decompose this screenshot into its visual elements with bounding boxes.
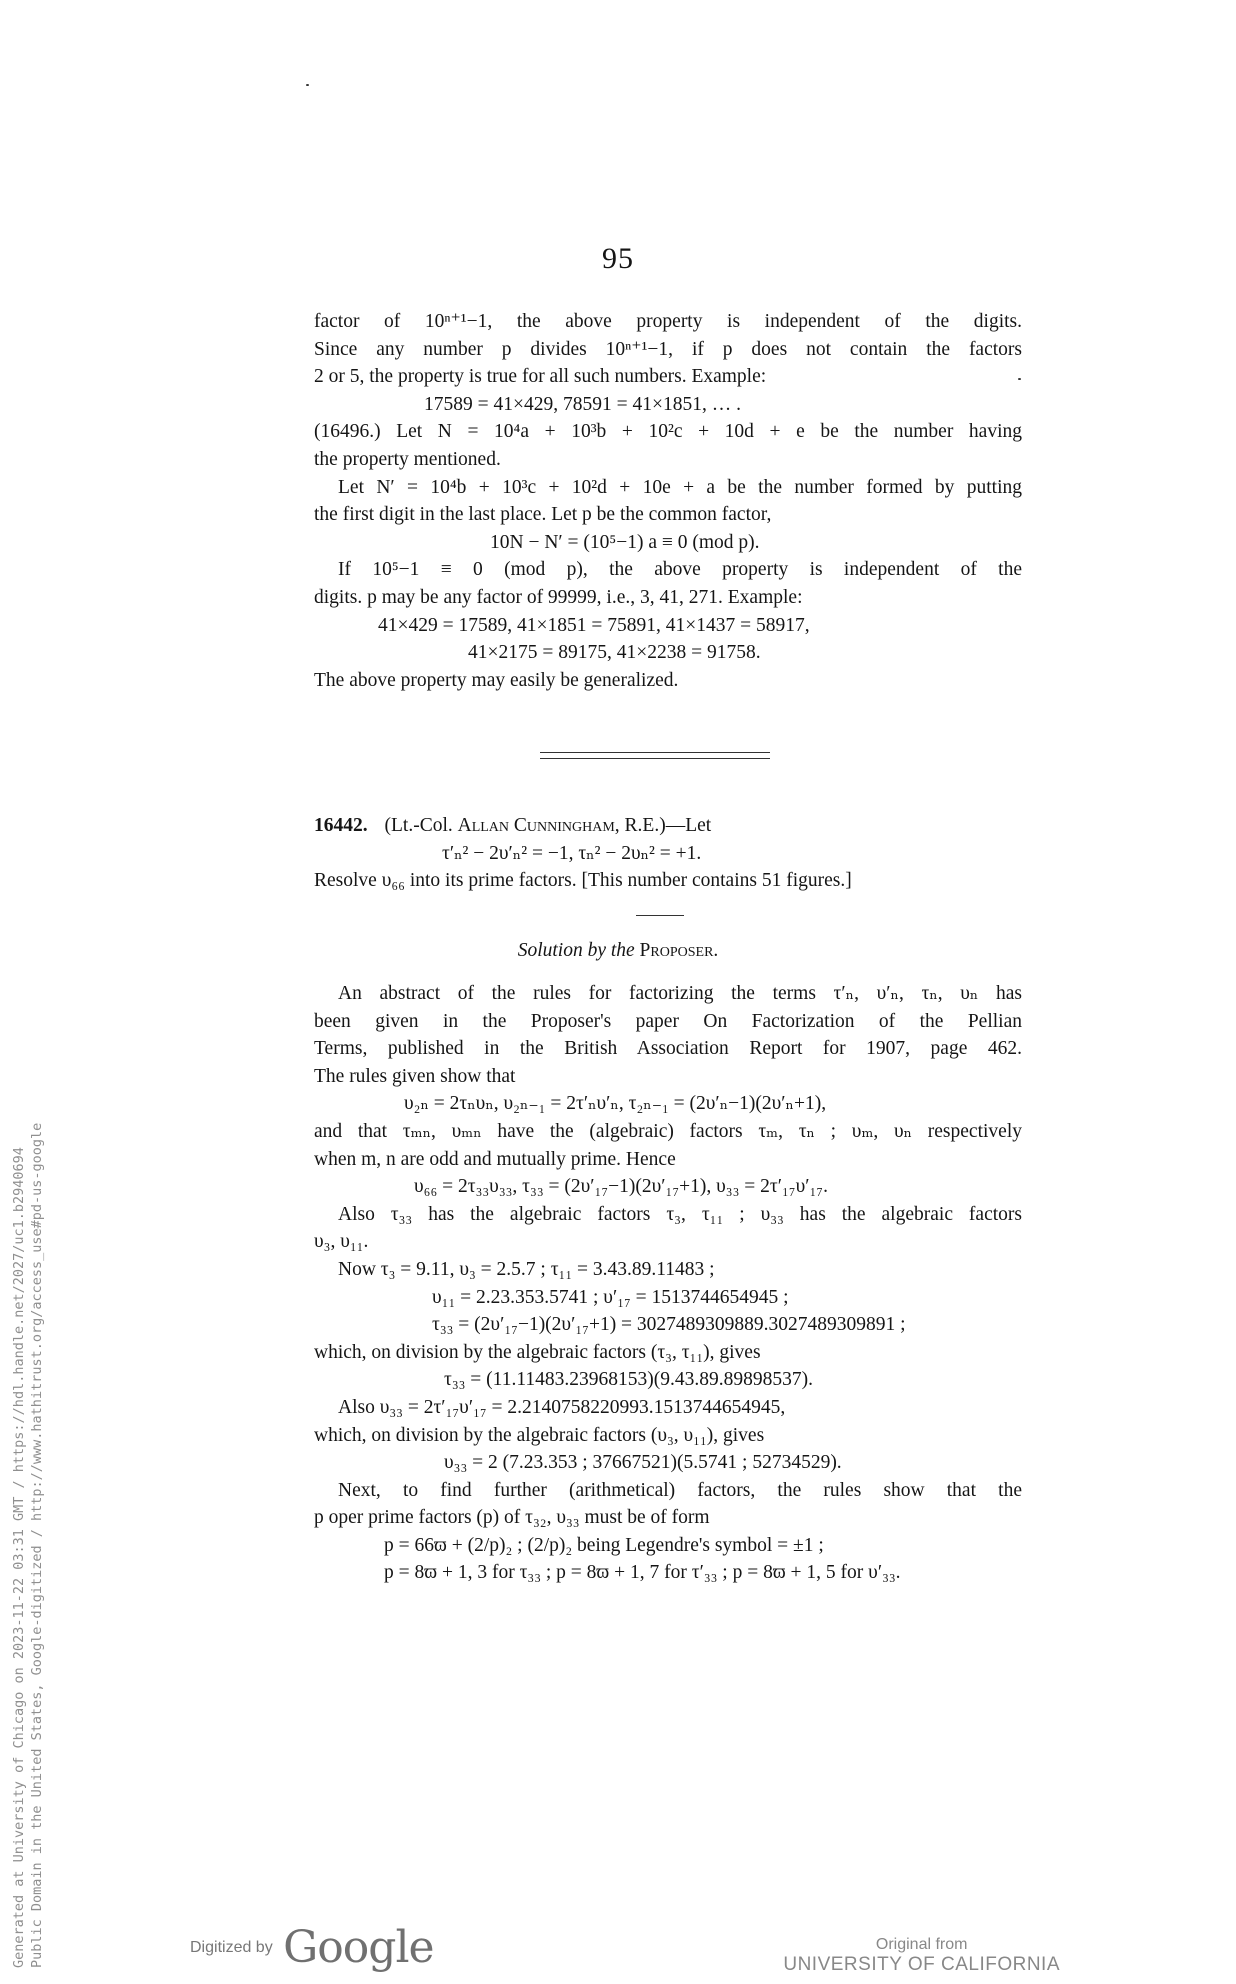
author-prefix: (Lt.-Col. [384,815,453,836]
equation-line: 41×429 = 17589, 41×1851 = 75891, 41×1437 = 58917, [378,614,810,636]
equation-line: p = 8ϖ + 1, 3 for τ₃₃ ; p = 8ϖ + 1, 7 for τ′₃₃ ; p = 8ϖ + 1, 5 for υ′₃₃. [384,1562,901,1584]
solution-heading [0,940,1236,962]
problem-task: Resolve υ₆₆ into its prime factors. [This number contains 51 figures.] [314,870,852,892]
short-divider [636,915,684,916]
text-line: The above property may easily be generalized. [314,669,679,691]
equation-line: p = 66ϖ + (2/p)₂ ; (2/p)₂ being Legendre's symbol = ±1 ; [384,1534,824,1556]
text-line: υ₃, υ₁₁. [314,1231,369,1253]
text-line: Next, to find further (arithmetical) factors, the rules show that the [338,1479,1022,1501]
section-divider [540,752,770,759]
text-line: digits. p may be any factor of 99999, i.e., 3, 41, 271. Example: [314,586,803,608]
google-logo: Google [283,1922,434,1973]
text-line: Terms, published in the British Association Report for 1907, page 462. [314,1038,1022,1060]
original-source [783,1936,1060,1976]
text-line: Let N′ = 10⁴b + 10³c + 10²d + 10e + a be the number formed by putting [338,476,1022,498]
text-line: An abstract of the rules for factorizing the terms τ′ₙ, υ′ₙ, τₙ, υₙ has [338,983,1022,1004]
equation-line: Also υ₃₃ = 2τ′₁₇υ′₁₇ = 2.2140758220993.1513744654945, [338,1396,786,1418]
text-line: If 10⁵−1 ≡ 0 (mod p), the above property is independent of the [338,559,1022,581]
text-line: which, on division by the algebraic factors (τ₃, τ₁₁), gives [314,1341,761,1363]
equation-line: 17589 = 41×429, 78591 = 41×1851, … . [424,393,741,415]
equation-line: υ₁₁ = 2.23.353.5741 ; υ′₁₇ = 1513744654945 ; [432,1286,789,1308]
equation-line: υ₃₃ = 2 (7.23.353 ; 37667521)(5.5741 ; 52734529). [444,1452,842,1474]
text-line: been given in the Proposer's paper On Factorization of the Pellian [314,1010,1022,1032]
watermark-line: Public Domain in the United States, Google-digitized / http://www.hathitrust.org/access_use#pd-us-google [29,1122,45,1968]
solution-heading-proposer: Proposer. [639,940,719,961]
text-line: and that τₘₙ, υₘₙ have the (algebraic) factors τₘ, τₙ ; υₘ, υₙ respectively [314,1120,1022,1142]
digitized-by-google [190,1922,434,1973]
problem-equation: τ′ₙ² − 2υ′ₙ² = −1, τₙ² − 2υₙ² = +1. [442,842,702,864]
text-line: when m, n are odd and mutually prime. Hence [314,1148,676,1170]
institution-name: UNIVERSITY OF CALIFORNIA [783,1954,1060,1975]
author-suffix: , R.E.)—Let [614,815,712,836]
access-watermark [10,988,50,1968]
watermark-line: Generated at University of Chicago on 2023-11-22 03:31 GMT / https://hdl.handle.net/2027/uc1.b2940694 [11,1147,27,1968]
text-line: factor of 10ⁿ⁺¹−1, the above property is independent of the digits. [314,311,1022,332]
equation-line: υ₆₆ = 2τ₃₃υ₃₃, τ₃₃ = (2υ′₁₇−1)(2υ′₁₇+1), υ₃₃ = 2τ′₁₇υ′₁₇. [414,1176,828,1198]
problem-statement [314,812,1022,895]
text-line: 2 or 5, the property is true for all such numbers. Example: [314,366,767,388]
equation-line: υ₂ₙ = 2τₙυₙ, υ₂ₙ₋₁ = 2τ′ₙυ′ₙ, τ₂ₙ₋₁ = (2υ′ₙ−1)(2υ′ₙ+1), [404,1093,827,1115]
equation-line: τ₃₃ = (11.11483.23968153)(9.43.89.89898537). [444,1369,813,1391]
equation-line: 41×2175 = 89175, 41×2238 = 91758. [468,642,761,664]
text-line: Since any number p divides 10ⁿ⁺¹−1, if p does not contain the factors [314,338,1022,360]
text-line: the property mentioned. [314,448,501,470]
original-from-label: Original from [875,1936,968,1953]
solution-heading-italic: Solution by the [517,940,635,961]
previous-solution-text [314,308,1022,694]
solution-text [314,980,1022,1587]
digitized-by-label: Digitized by [190,1938,273,1956]
equation-line: τ₃₃ = (2υ′₁₇−1)(2υ′₁₇+1) = 3027489309889.3027489309891 ; [432,1314,906,1336]
text-line: The rules given show that [314,1065,516,1087]
equation-line: Now τ₃ = 9.11, υ₃ = 2.5.7 ; τ₁₁ = 3.43.89.11483 ; [338,1258,715,1280]
equation-line: 10N − N′ = (10⁵−1) a ≡ 0 (mod p). [490,531,760,553]
page-number: 95 [602,242,634,275]
text-line: which, on division by the algebraic factors (υ₃, υ₁₁), gives [314,1424,765,1446]
scan-speck [306,84,309,86]
text-line: Also τ₃₃ has the algebraic factors τ₃, τ₁₁ ; υ₃₃ has the algebraic factors [338,1203,1022,1225]
text-line: p oper prime factors (p) of τ₃₂, υ₃₃ must be of form [314,1507,710,1529]
text-line: (16496.) Let N = 10⁴a + 10³b + 10²c + 10d + e be the number having [314,421,1022,443]
author-name: Allan Cunningham [457,815,615,836]
text-line: the first digit in the last place. Let p be the common factor, [314,504,772,526]
problem-number: 16442. [314,815,368,836]
